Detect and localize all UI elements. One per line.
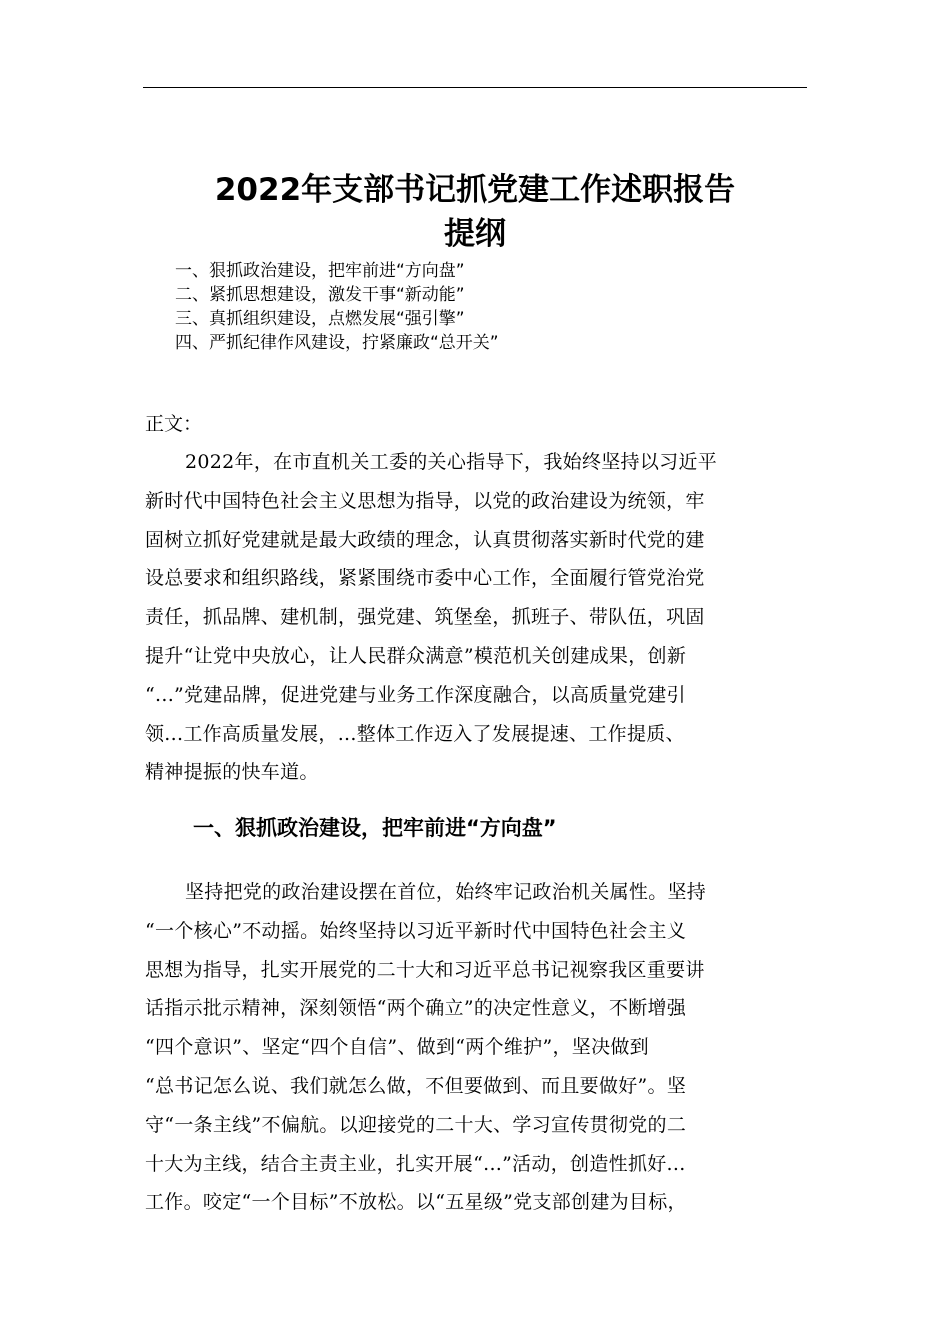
header-rule	[143, 87, 807, 88]
paragraph-line: 守“一条主线”不偏航。以迎接党的二十大、学习宣传贯彻党的二	[145, 1113, 687, 1136]
outline-item: 四、严抓纪律作风建设，拧紧廉政“总开关”	[175, 333, 499, 353]
paragraph-line: 坚持把党的政治建设摆在首位，始终牢记政治机关属性。坚持	[185, 881, 707, 903]
paragraph-line: 设总要求和组织路线，紧紧围绕市委中心工作，全面履行管党治党	[145, 567, 705, 590]
paragraph-line: 固树立抓好党建就是最大政绩的理念，认真贯彻落实新时代党的建	[145, 528, 705, 551]
body-label: 正文：	[145, 413, 203, 435]
outline-list	[175, 259, 499, 355]
outline-item: 一、狠抓政治建设，把牢前进“方向盘”	[175, 261, 465, 281]
section-paragraph	[145, 873, 825, 1222]
outline-item: 二、紧抓思想建设，激发干事“新动能”	[175, 285, 465, 305]
section-heading: 一、狠抓政治建设，把牢前进“方向盘”	[193, 816, 557, 840]
paragraph-line: 新时代中国特色社会主义思想为指导，以党的政治建设为统领，牢	[145, 489, 705, 512]
intro-paragraph	[145, 443, 825, 792]
paragraph-line: “...”党建品牌，促进党建与业务工作深度融合，以高质量党建引	[145, 683, 686, 706]
paragraph-line: “总书记怎么说、我们就怎么做，不但要做到、而且要做好”。坚	[145, 1074, 687, 1097]
paragraph-line: 工作。咬定“一个目标”不放松。以“五星级”党支部创建为目标，	[145, 1191, 687, 1214]
document-title-continuation: 提纲	[444, 216, 506, 252]
paragraph-line: 责任，抓品牌、建机制，强党建、筑堡垒，抓班子、带队伍，巩固	[145, 606, 705, 629]
paragraph-line: 2022年，在市直机关工委的关心指导下，我始终坚持以习近平	[185, 451, 718, 473]
paragraph-line: 十大为主线，结合主责主业，扎实开展“...”活动，创造性抓好...	[145, 1152, 686, 1175]
document-title: 2022年支部书记抓党建工作述职报告	[214, 172, 736, 208]
paragraph-line: “四个意识”、坚定“四个自信”、做到“两个维护”，坚决做到	[145, 1036, 649, 1059]
paragraph-line: “一个核心”不动摇。始终坚持以习近平新时代中国特色社会主义	[145, 919, 687, 942]
paragraph-line: 精神提振的快车道。	[145, 761, 319, 784]
paragraph-line: 思想为指导，扎实开展党的二十大和习近平总书记视察我区重要讲	[145, 958, 705, 981]
paragraph-line: 提升“让党中央放心，让人民群众满意”模范机关创建成果，创新	[145, 644, 687, 667]
paragraph-line: 话指示批示精神，深刻领悟“两个确立”的决定性意义，不断增强	[145, 997, 687, 1020]
paragraph-line: 领...工作高质量发展，...整体工作迈入了发展提速、工作提质、	[145, 722, 685, 745]
outline-item: 三、真抓组织建设，点燃发展“强引擎”	[175, 309, 465, 329]
